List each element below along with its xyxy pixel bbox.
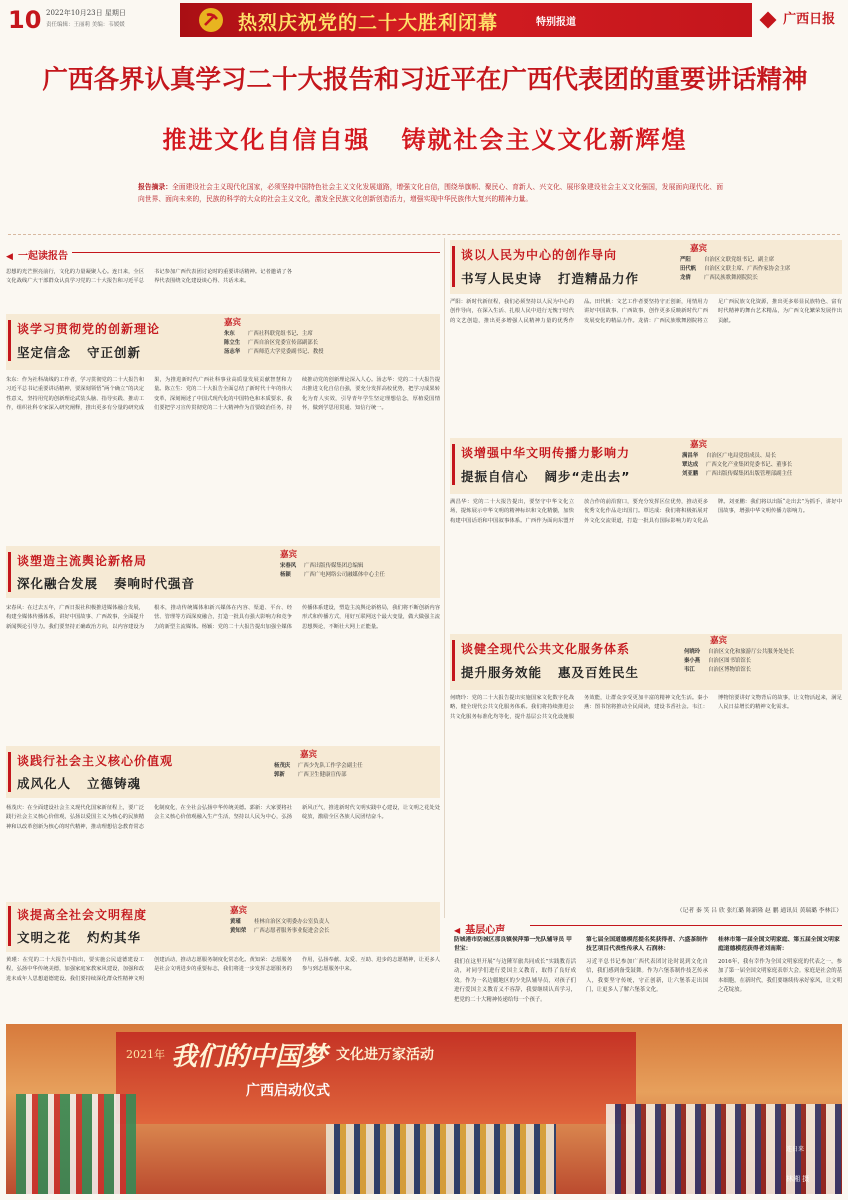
section-subtitle: 文明之花 灼灼其华 (17, 930, 142, 945)
guest-item: 宋春风 广西出版传媒集团总编辑 (280, 563, 364, 569)
event-photo (6, 1024, 842, 1194)
voices-title: 基层心声 (465, 925, 506, 936)
section-title-block (452, 246, 672, 287)
photo-caption: 连日来 (786, 1146, 805, 1153)
section-body: 宋春风：在过去五年，广西日报社积极推进媒体融合发展，构建全媒体传播体系，讲好中国故事、广西故事，全面提升新闻舆论引导力。我们要坚持正确政治方向，以内容建设为根本，推动传统媒体和新兴媒体在内容、渠道、平台、经营、管理等方面深度融合，打造一批具有强大影响力和竞争力的新型主流媒体。杨颖：党的二十大报告提出加强全媒体传播体系建设，塑造主流舆论新格局，我们将不断创新内容形式和传播方式，用好互联网这个最大变量，做大做强主流思想舆论，不断壮大网上正能量。 (6, 605, 440, 630)
section-title: 谈提高全社会文明程度 (17, 908, 148, 922)
guest-list (684, 648, 794, 675)
voices-arrow-icon: ◀ (454, 926, 461, 935)
banner-title: 热烈庆祝党的二十大胜利闭幕 (238, 12, 499, 34)
editor-credits: 责任编辑：王丽莉 美编：韦媛媛 (46, 22, 125, 28)
banner (180, 3, 752, 37)
guest-item: 覃达成 广西文化产业集团党委书记、董事长 (682, 462, 793, 468)
section-subtitle: 书写人民史诗 打造精品力作 (461, 271, 640, 286)
photo-banner-launch: 广西启动仪式 (246, 1083, 330, 1099)
photo-credit: 林湘 摄 (786, 1175, 810, 1183)
guest-item: 陈立生 广西自治区党委宣传部副部长 (224, 340, 319, 346)
voice-text: 习近平总书记参加广西代表团讨论时说到文化自信，我们感到备受鼓舞。作为六堡茶制作技艺传承人，我要坚守传统，守正创新，让六堡茶走出国门，让更多人了解六堡茶文化。 (586, 959, 708, 994)
section-title: 谈学习贯彻党的创新理论 (17, 322, 161, 336)
main-headline: 广西各界认真学习二十大报告和习近平在广西代表团的重要讲话精神 (42, 65, 808, 95)
voice-text: 我们在这里开展“与边陲军旅共同成长”实践教育活动，对同学们进行爱国主义教育，取得了良好成效。作为一名边疆地区的少先队辅导员，对孩子们进行爱国主义教育义不容辞，我要继续认真学习，把党的二十大精神传递给每一个孩子。 (454, 959, 576, 1003)
section-subtitle: 深化融合发展 奏响时代强音 (17, 576, 196, 591)
section-body: 黄瑾：在党的二十大报告中指出，要实施公民道德建设工程，弘扬中华传统美德，加强家庭家教家风建设，加强和改进未成年人思想道德建设。我们要持续深化群众性精神文明创建活动，推动志愿服务制度化常态化。黄知荣：志愿服务是社会文明进步的重要标志，我们将进一步发挥志愿服务的作用，弘扬奉献、友爱、互助、进步的志愿精神，让更多人参与到志愿服务中来。 (6, 957, 440, 982)
guest-list (280, 562, 385, 580)
voice-speaker: 防城港市防城区那良镇侯萍第一先队辅导员 甲世宝： (454, 937, 572, 952)
section-body: 何晓玲：党的二十大报告提出实施国家文化数字化战略，健全现代公共文化服务体系。我们将持续推进公共文化服务标准化均等化，提升基层公共文化设施服务效能，让群众享受更加丰富的精神文化生活。秦小燕：图书馆将推动全民阅读，建设书香社会。韦江：博物馆要讲好文物背后的故事，让文物活起来，满足人民日益增长的精神文化需求。 (450, 695, 842, 720)
guest-label: 嘉宾 (690, 244, 708, 254)
section-title-block (8, 552, 238, 592)
guest-item: 郭新 广西卫生健康宣传部 (274, 772, 347, 778)
guest-item: 秦小燕 自治区图书馆馆长 (684, 658, 752, 664)
guest-list (230, 918, 329, 936)
guest-item: 满昌华 自治区广电局党组成员、局长 (682, 453, 777, 459)
section-subtitle: 提振自信心 阔步“走出去” (461, 469, 631, 484)
party-emblem-icon (198, 7, 224, 33)
section-title: 谈塑造主流舆论新格局 (17, 554, 148, 568)
dancers-center (326, 1124, 556, 1194)
page-number: 10 (8, 6, 42, 34)
sub-headline: 推进文化自信自强 铸就社会主义文化新辉煌 (162, 126, 688, 154)
paper-logo (760, 8, 844, 34)
guest-label: 嘉宾 (300, 750, 318, 760)
reporter-credits: （记者 秦 笑 吕 欣 张红璐 陈新隆 赵 鹏 通讯员 黄瑞璐 李林江） (676, 908, 842, 914)
guest-label: 嘉宾 (280, 550, 298, 560)
guest-item: 黄知荣 广西志愿者服务事业促进会会长 (230, 928, 330, 934)
masthead (0, 0, 848, 44)
dancers-left (16, 1094, 136, 1194)
voice-speaker: 桂林市第一届全国文明家庭、第五届全国文明家庭道德模范获得者刘南斯： (718, 937, 840, 952)
guest-item: 刘亚鹏 广西出版传媒集团出版管理部副主任 (682, 471, 793, 477)
photo-banner-dream: 我们的中国梦 (171, 1042, 328, 1072)
section-subtitle: 提升服务效能 惠及百姓民生 (461, 665, 640, 680)
section-body: 满昌华：党的二十大报告提出，要坚守中华文化立场，提炼展示中华文明的精神标识和文化精髓，加快构建中国话语和中国叙事体系。广西作为面向东盟开放合作的前沿窗口，要充分发挥区位优势，推动更多优秀文化作品走出国门。覃达成：我们将积极拓展对外文化交流渠道，打造一批具有国际影响力的文化品牌。刘亚鹏：我们将以出版“走出去”为抓手，讲好中国故事，增强中华文明传播力影响力。 (450, 499, 842, 524)
section-body: 杨茂庆：在全面建设社会主义现代化国家新征程上，要广泛践行社会主义核心价值观，弘扬以爱国主义为核心的民族精神和以改革创新为核心的时代精神，推动理想信念教育常态化制度化，在全社会弘扬中华传统美德。郭新：大家要将社会主义核心价值观融入生产生活，坚持以人民为中心，弘扬新风正气，推进新时代文明实践中心建设，让文明之花处处绽放，激励全区各族人民团结奋斗。 (6, 805, 440, 830)
intro-arrow-icon: ◀ (6, 252, 13, 262)
excerpt-text: 全面建设社会主义现代化国家，必须坚持中国特色社会主义文化发展道路，增强文化自信，围绕举旗帜、聚民心、育新人、兴文化、展形象建设社会主义文化强国，发展面向现代化、面向世界、面向未来的，民族的科学的大众的社会主义文化，激发全民族文化创新创造活力，增强实现中华民族伟大复兴的精神力量。 (138, 183, 724, 203)
intro-rule (72, 252, 440, 253)
paper-name: 广西日报 (783, 12, 836, 27)
section-title-block (8, 320, 208, 361)
intro-title: 一起读报告 (18, 251, 69, 262)
section-body: 朱东：作为社科战线的工作者，学习贯彻党的二十大报告和习近平总书记重要讲话精神，要深刻领悟“两个确立”的决定性意义，坚持用党的创新理论武装头脑、指导实践、推动工作，组织社科专家深入研究阐释，推出更多有分量的研究成果，为推进新时代广西社科事业高质量发展贡献智慧和力量。陈立生：党的二十大报告全面总结了新时代十年的伟大变革，深刻阐述了中国式现代化的中国特色和本质要求，我们要把学习宣传贯彻党的二十大精神作为首要政治任务，持续推动党的创新理论深入人心。汤志华：党的二十大报告提出推进文化自信自强，要充分发挥高校优势，把学习成果转化为育人实效，引导青年学生坚定理想信念，厚植爱国情怀，做到学思用贯通、知信行统一。 (6, 377, 440, 412)
guest-item: 汤志华 广西师范大学党委副书记、教授 (224, 349, 324, 355)
section-title-block (452, 640, 682, 681)
report-excerpt (138, 182, 723, 205)
section-title: 谈增强中华文明传播力影响力 (461, 446, 631, 460)
guest-item: 田代帆 自治区文联主席、广西作家协会主席 (680, 266, 791, 272)
section-title: 谈践行社会主义核心价值观 (17, 754, 174, 768)
column-divider (444, 238, 445, 918)
guest-label: 嘉宾 (224, 318, 242, 328)
guest-label: 嘉宾 (230, 906, 248, 916)
guest-item: 杨茂庆 广西少先队工作学会副主任 (274, 763, 363, 769)
guest-list (680, 256, 790, 283)
intro-header (6, 244, 131, 262)
logo-mark-icon (760, 12, 777, 29)
section-subtitle: 成风化人 立德铸魂 (17, 776, 142, 791)
guest-list (274, 762, 363, 780)
voice-text: 2016年，我有幸作为全国文明家庭的代表之一，参加了第一届全国文明家庭表彰大会。家庭是社会的基本细胞，在新时代，我们要继续传承好家风，让文明之花绽放。 (718, 959, 842, 994)
guest-item: 杨颖 广西广电网络公司融媒体中心主任 (280, 572, 385, 578)
guest-item: 韦江 自治区博物馆馆长 (684, 667, 752, 673)
photo-banner-year: 2021年 (126, 1048, 165, 1061)
section-body: 严阳：新时代新征程，我们必须坚持以人民为中心的创作导向，在深入生活、扎根人民中进行无愧于时代的文艺创造，推出更多增强人民精神力量的优秀作品。田代帆：文艺工作者要坚持守正创新，用情用力讲好中国故事、广西故事，创作更多反映新时代广西发展变化的精品力作。龙倩：广西民族歌舞剧院将立足广西民族文化资源，推出更多彰显民族特色、富有时代精神的舞台艺术精品，为广西文化繁荣发展作出贡献。 (450, 299, 842, 324)
issue-date: 2022年10月23日 星期日 (46, 9, 126, 17)
guest-item: 何晓玲 自治区文化和旅游厅公共服务处处长 (684, 649, 795, 655)
special-report-tag: 特别报道 (536, 17, 576, 28)
section-title-block (452, 444, 682, 485)
section-title: 谈以人民为中心的创作导向 (461, 248, 618, 262)
guest-list (682, 452, 792, 479)
guest-item: 严阳 自治区文联党组书记、副主席 (680, 257, 775, 263)
divider (8, 234, 840, 235)
guest-label: 嘉宾 (710, 636, 728, 646)
guest-list (224, 330, 323, 357)
guest-item: 龙倩 广西民族歌舞剧院院长 (680, 275, 758, 281)
guest-label: 嘉宾 (690, 440, 708, 450)
guest-item: 朱东 广西社科联党组书记、主席 (224, 331, 313, 337)
section-title-block (8, 752, 238, 792)
voice-speaker: 第七届全国道德模范提名奖获得者、六盛茶制作技艺项目代表性传承人 石润林： (586, 937, 708, 952)
intro-text: 思想的光芒照亮前行，文化的力量凝聚人心。连日来，全区文化战线广大干部群众认真学习党的二十大报告和习近平总书记参加广西代表团讨论时的重要讲话精神。记者邀请了各界代表围绕文化建设谈心得、共话未来。 (6, 269, 292, 285)
photo-banner-event: 文化进万家活动 (336, 1047, 434, 1063)
guest-item: 黄瑾 桂林自治区文明委办公室负责人 (230, 919, 330, 925)
section-subtitle: 坚定信念 守正创新 (17, 345, 142, 360)
voices-rule (530, 925, 842, 926)
section-title: 谈健全现代公共文化服务体系 (461, 642, 631, 656)
section-title-block (8, 906, 238, 946)
excerpt-label: 报告摘录： (138, 183, 173, 191)
